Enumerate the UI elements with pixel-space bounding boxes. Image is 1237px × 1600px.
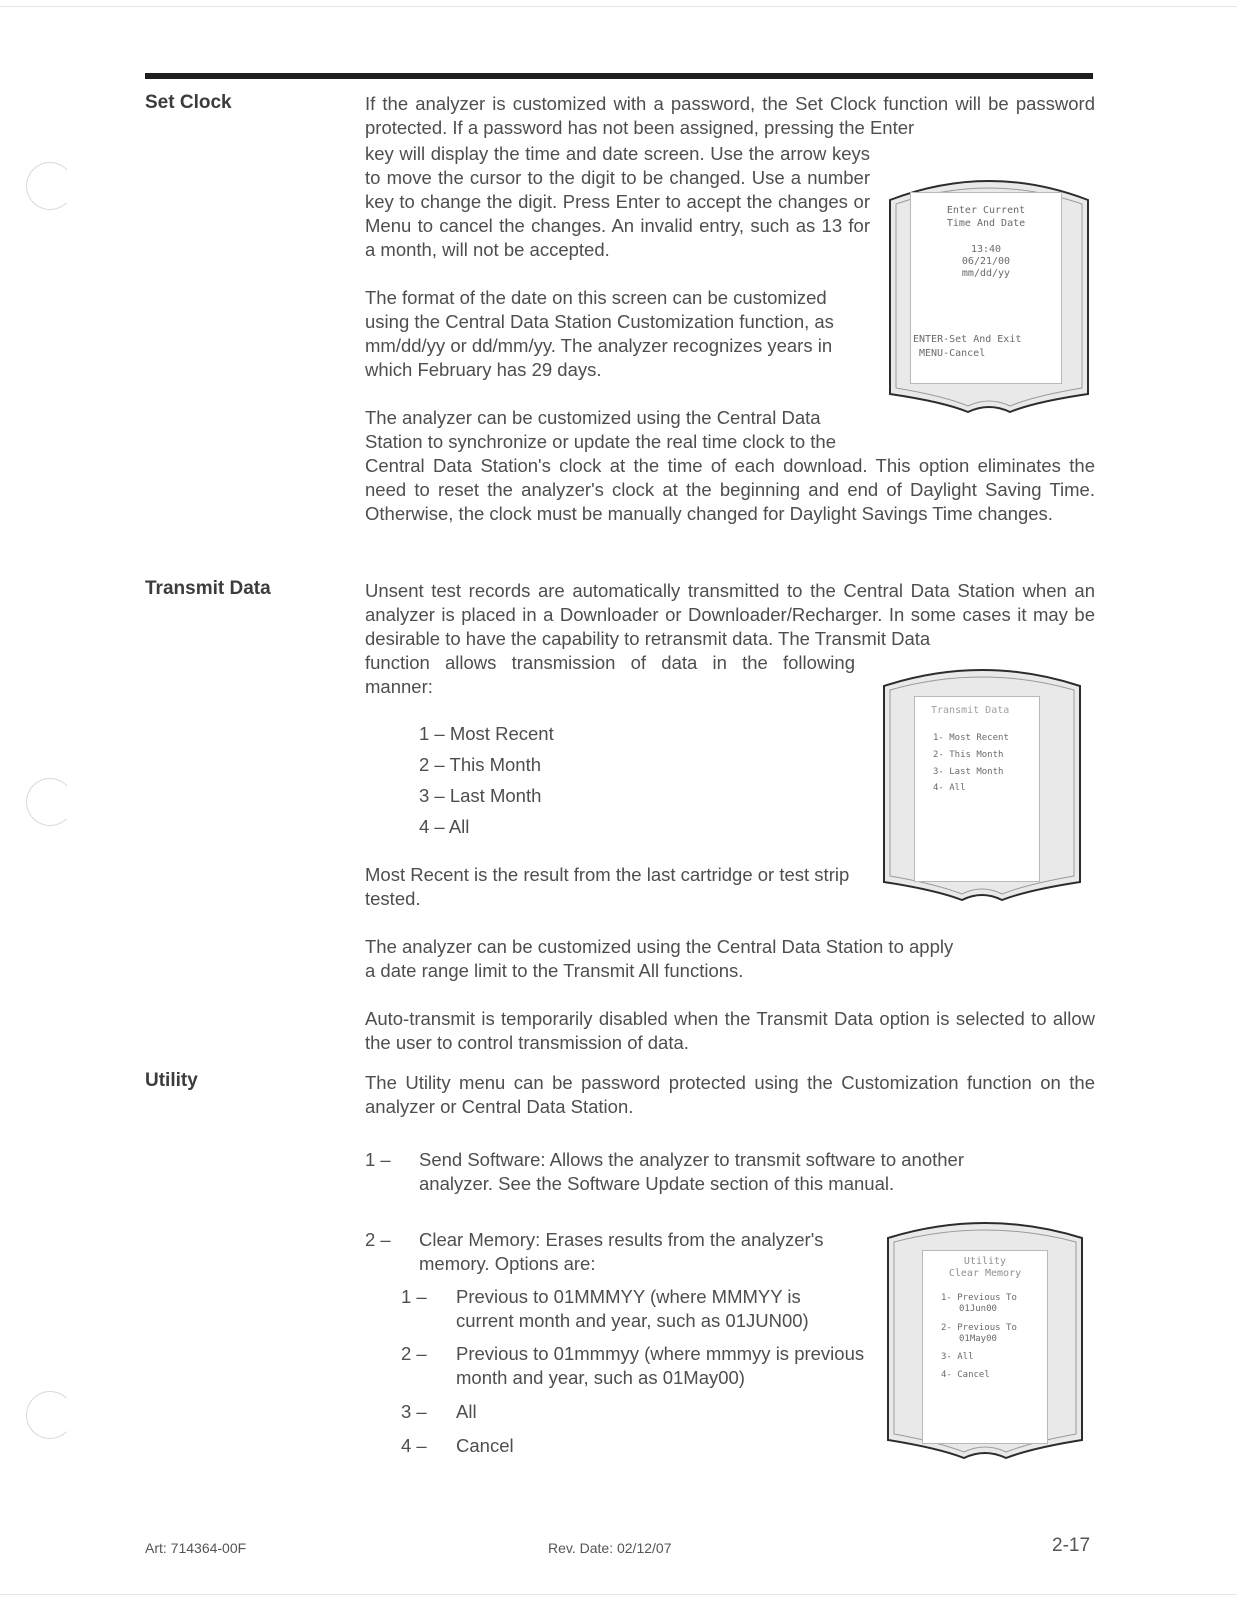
screen-date-format: mm/dd/yy — [961, 268, 1011, 279]
screen-item-1b: 01Jun00 — [959, 1304, 997, 1314]
set-clock-para-1-cont: key will display the time and date screen. Use the arrow keys to move the cursor to the digit to be changed. Use a number key to change the digit. Press Enter to accept the changes or Menu to cancel the changes. An invalid entry, such as 13 for a month, will not be accepted. — [365, 143, 870, 260]
clear-option-4-text: Cancel — [456, 1435, 514, 1456]
set-clock-para-2: The format of the date on this screen can be customized using the Central Data Station Customization function, as mm/dd/yy or dd/mm/yy. The analyzer recognizes years in which February has 29 days. — [365, 287, 834, 380]
top-edge-line — [0, 6, 1237, 7]
transmit-data-heading: Transmit Data — [145, 578, 271, 599]
clear-option-3-text: All — [456, 1401, 477, 1422]
transmit-option-3: 3 – Last Month — [419, 785, 542, 806]
utility-item-1-text: Send Software: Allows the analyzer to transmit software to another analyzer. See the Software Update section of this manual. — [419, 1149, 965, 1194]
screen-enter-option: ENTER-Set And Exit — [913, 334, 1022, 345]
screen-item-1: 1- Most Recent — [933, 733, 1009, 743]
header-rule — [145, 73, 1093, 79]
screen-time: 13:40 — [970, 244, 1002, 255]
clear-option-2-text: Previous to 01mmmyy (where mmmyy is previous month and year, such as 01May00) — [456, 1343, 865, 1388]
clear-option-1-text: Previous to 01MMMYY (where MMMYY is current month and year, such as 01JUN00) — [456, 1286, 809, 1331]
transmit-data-para-4: Auto-transmit is temporarily disabled when the Transmit Data option is selected to allow the user to control transmission of data. — [365, 1008, 1095, 1053]
screen-item-3: 3- All — [941, 1352, 974, 1362]
set-clock-screen — [910, 192, 1062, 384]
screen-line-1: Enter Current — [946, 205, 1026, 216]
screen-menu-option: MENU-Cancel — [919, 348, 986, 359]
set-clock-heading: Set Clock — [145, 92, 232, 113]
utility-item-2-text: Clear Memory: Erases results from the analyzer's memory. Options are: — [419, 1229, 824, 1274]
screen-item-1a: 1- Previous To — [941, 1293, 1017, 1303]
transmit-data-analyzer-illustration — [878, 660, 1086, 918]
set-clock-para-1: If the analyzer is customized with a password, the Set Clock function will be password protected. If a password has not been assigned, pressing the Enter — [365, 93, 1095, 138]
screen-item-4: 4- All — [933, 783, 966, 793]
footer-revision-date: Rev. Date: 02/12/07 — [548, 1540, 672, 1556]
utility-screen — [922, 1250, 1048, 1444]
set-clock-para-3b: Central Data Station's clock at the time of each download. This option eliminates the need to reset the analyzer's clock at the beginning and end of Daylight Saving Time. Otherwise, the clock must be manually changed for Daylight Savings Time changes. — [365, 455, 1095, 524]
clear-option-4-number: 4 – — [401, 1435, 427, 1456]
screen-item-2: 2- This Month — [933, 750, 1004, 760]
screen-title-2: Clear Memory — [948, 1268, 1022, 1279]
screen-item-4: 4- Cancel — [941, 1370, 990, 1380]
utility-heading: Utility — [145, 1070, 198, 1091]
transmit-option-4: 4 – All — [419, 816, 470, 837]
utility-analyzer-illustration — [882, 1214, 1088, 1476]
utility-item-1-number: 1 – — [365, 1149, 391, 1170]
transmit-data-screen — [914, 696, 1040, 882]
screen-line-2: Time And Date — [946, 218, 1026, 229]
transmit-data-para-1a: Unsent test records are automatically transmitted to the Central Data Station when an analyzer is placed in a Downloader or Downloader/Recharger. In some cases it may be desirable to have the capability to retransmit data. The Transmit Data — [365, 580, 1095, 649]
transmit-option-1: 1 – Most Recent — [419, 723, 554, 744]
bottom-edge-line — [0, 1594, 1237, 1595]
screen-item-2b: 01May00 — [959, 1334, 997, 1344]
transmit-option-2: 2 – This Month — [419, 754, 542, 775]
set-clock-analyzer-illustration — [884, 166, 1094, 434]
page-number: 2-17 — [1052, 1535, 1091, 1556]
utility-para-1: The Utility menu can be password protected using the Customization function on the analyzer or Central Data Station. — [365, 1072, 1095, 1117]
transmit-data-para-2: Most Recent is the result from the last cartridge or test strip tested. — [365, 864, 850, 909]
binder-hole-3 — [26, 1391, 74, 1439]
screen-date: 06/21/00 — [961, 256, 1011, 267]
transmit-data-para-3: The analyzer can be customized using the Central Data Station to apply a date range limit to the Transmit All functions. — [365, 936, 954, 981]
binder-hole-1 — [26, 162, 74, 210]
utility-item-2-number: 2 – — [365, 1229, 391, 1250]
clear-option-2-number: 2 – — [401, 1343, 427, 1364]
set-clock-para-3a: The analyzer can be customized using the Central Data Station to synchronize or update the real time clock to the — [365, 407, 836, 452]
screen-title: Transmit Data — [931, 705, 1010, 716]
footer-art-number: Art: 714364-00F — [145, 1540, 247, 1556]
clear-option-1-number: 1 – — [401, 1286, 427, 1307]
clear-option-3-number: 3 – — [401, 1401, 427, 1422]
screen-title-1: Utility — [963, 1256, 1007, 1267]
screen-item-3: 3- Last Month — [933, 767, 1004, 777]
binder-hole-2 — [26, 778, 74, 826]
screen-item-2a: 2- Previous To — [941, 1323, 1017, 1333]
transmit-data-para-1b: function allows transmission of data in the following manner: — [365, 652, 855, 697]
